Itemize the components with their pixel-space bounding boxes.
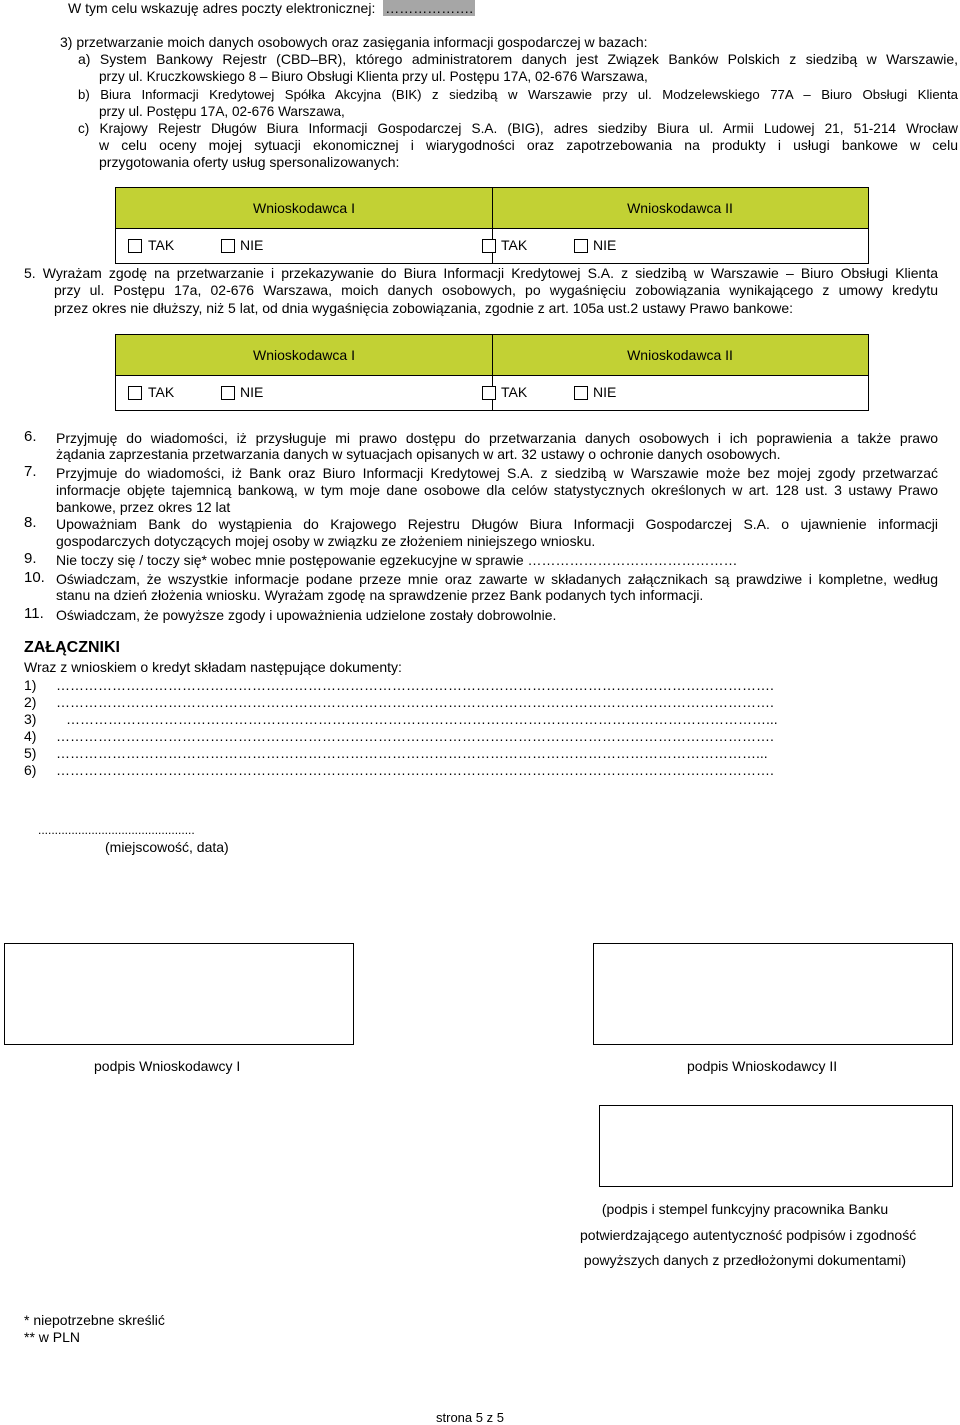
applicant-2-no-checkbox[interactable] <box>574 239 588 253</box>
attachments-title: ZAŁĄCZNIKI <box>24 639 120 656</box>
applicant-1-header: Wnioskodawca I <box>253 200 355 216</box>
email-field[interactable] <box>383 0 475 16</box>
applicant-2-yes-checkbox[interactable] <box>482 239 496 253</box>
item3-line-5: przy ul. Postępu 17A, 02-676 Warszawa, <box>99 104 345 119</box>
applicant-1-yes-label: TAK <box>148 237 175 253</box>
applicant-2-yes-checkbox[interactable] <box>482 386 496 400</box>
applicant-2-signature-box[interactable] <box>593 943 953 1045</box>
applicant-2-yes-label: TAK <box>501 237 528 253</box>
bank-signature-label-1: (podpis i stempel funkcyjny pracownika Banku <box>601 1201 889 1217</box>
consent-table-2 <box>115 334 869 411</box>
attachment-number: 1) <box>24 677 37 693</box>
applicant-1-header: Wnioskodawca I <box>253 347 355 363</box>
item3-line-1: 3) przetwarzanie moich danych osobowych oraz zasięgania informacji gospodarczej w bazach: <box>60 34 648 50</box>
item5-line-2: przy ul. Postępu 17a, 02-676 Warszawa, moich danych osobowych, po wygaśnięciu zobowiązania wynikającego z umowy kredytu <box>54 282 938 298</box>
applicant-1-yes-checkbox[interactable] <box>128 386 142 400</box>
item3-line-3: przy ul. Kruczkowskiego 8 – Biuro Obsługi Klienta przy ul. Postępu 17A, 02-676 Warszawa, <box>99 69 648 84</box>
statement-number: 7. <box>24 463 37 480</box>
statement-number: 6. <box>24 428 37 445</box>
statement-number: 10. <box>24 569 45 586</box>
statement-line: stanu na dzień złożenia wniosku. Wyrażam zgodę na sprawdzenie przez Bank podanych tych informacji. <box>56 587 704 603</box>
footnote-2: ** w PLN <box>24 1329 81 1345</box>
applicant-2-signature-label: podpis Wnioskodawcy II <box>687 1058 838 1074</box>
item3-line-8: przygotowania oferty usług spersonalizowanych: <box>99 154 400 170</box>
statement-number: 8. <box>24 514 37 531</box>
applicant-1-yes-label: TAK <box>148 384 175 400</box>
bank-employee-signature-box[interactable] <box>599 1105 953 1187</box>
attachment-field[interactable]: ……………………………………………………………………………………………………………………………………... <box>66 711 778 727</box>
attachment-field[interactable]: ………………………………………………………………………………………………………………………………………. <box>56 694 774 710</box>
applicant-2-header: Wnioskodawca II <box>627 347 733 363</box>
attachment-number: 5) <box>24 745 37 761</box>
attachment-number: 3) <box>24 711 37 727</box>
item3-line-2: a) System Bankowy Rejestr (CBD–BR), którego administratorem danych jest Związek Banków Polskich z siedzibą w Warszawie, <box>78 51 958 67</box>
consent-table-1 <box>115 187 869 264</box>
statement-line: Przyjmuję do wiadomości, iż przysługuje mi prawo dostępu do przetwarzania danych osobowych i ich poprawienia a także prawo <box>56 430 938 446</box>
statement-line: bankowe, przez okres 12 lat <box>56 499 231 515</box>
place-date-label: (miejscowość, data) <box>105 839 229 855</box>
applicant-1-no-checkbox[interactable] <box>221 239 235 253</box>
applicant-2-no-checkbox[interactable] <box>574 386 588 400</box>
statement-line: żądania zaprzestania przetwarzania danych w sytuacjach opisanych w art. 32 ustawy o ochronie danych osobowych. <box>56 446 781 462</box>
applicant-2-no-label: NIE <box>593 384 617 400</box>
statement-line: Przyjmuje do wiadomości, iż Bank oraz Biuro Informacji Kredytowej S.A. z siedzibą w Warszawie może bez mojej zgody przetwarzać <box>56 465 938 481</box>
item3-line-6: c) Krajowy Rejestr Długów Biura Informacji Gospodarczej S.A. (BIG), adres siedziby Biura ul. Armii Ludowej 21, 51-214 Wrocław <box>78 121 958 136</box>
statement-line: Oświadczam, że wszystkie informacje podane przeze mnie oraz zawarte w składanych załącznikach są prawdziwe i kompletne, według <box>56 571 938 587</box>
attachment-field[interactable]: ………………………………………………………………………………………………………………………………………. <box>56 728 774 744</box>
page-number: strona 5 z 5 <box>436 1410 504 1425</box>
applicant-1-no-label: NIE <box>240 237 264 253</box>
statement-line: Nie toczy się / toczy się* wobec mnie postępowanie egzekucyjne w sprawie ……………………………………… <box>56 552 738 568</box>
applicant-1-signature-box[interactable] <box>4 943 354 1045</box>
bank-signature-label-3: powyższych danych z przedłożonymi dokumentami) <box>583 1252 907 1268</box>
statement-number: 11. <box>24 605 44 622</box>
applicant-2-yes-label: TAK <box>501 384 528 400</box>
applicant-2-no-label: NIE <box>593 237 617 253</box>
applicant-1-no-label: NIE <box>240 384 264 400</box>
item5-line-1: 5. Wyrażam zgodę na przetwarzanie i przekazywanie do Biura Informacji Kredytowej S.A. z siedzibą w Warszawie – Biuro Obsługi Klienta <box>24 265 938 281</box>
attachments-intro: Wraz z wnioskiem o kredyt składam następujące dokumenty: <box>24 659 402 675</box>
statement-line: gospodarczych dotyczących mojej osoby w związku ze złożeniem niniejszego wniosku. <box>56 533 596 549</box>
applicant-1-yes-checkbox[interactable] <box>128 239 142 253</box>
attachment-number: 4) <box>24 728 37 744</box>
email-label: W tym celu wskazuję adres poczty elektronicznej: <box>68 0 376 16</box>
attachment-field[interactable]: ……………………………………………………………………………………………………………………………………... <box>56 745 768 761</box>
email-dots: ………………. <box>385 0 474 16</box>
applicant-1-signature-label: podpis Wnioskodawcy I <box>94 1058 241 1074</box>
email-line <box>68 0 475 17</box>
attachment-number: 6) <box>24 762 37 778</box>
applicant-2-header: Wnioskodawca II <box>627 200 733 216</box>
applicant-1-no-checkbox[interactable] <box>221 386 235 400</box>
attachment-field[interactable]: ………………………………………………………………………………………………………………………………………. <box>56 677 774 693</box>
attachment-field[interactable]: ………………………………………………………………………………………………………………………………………. <box>56 762 774 778</box>
attachment-number: 2) <box>24 694 37 710</box>
bank-signature-label-2: potwierdzającego autentyczność podpisów i zgodność <box>580 1227 917 1243</box>
statement-line: Upoważniam Bank do wystąpienia do Krajowego Rejestru Długów Biura Informacji Gospodarczej S.A. o ujawnienie informacji <box>56 516 938 532</box>
item3-line-4: b) Biura Informacji Kredytowej Spółka Akcyjna (BIK) z siedzibą w Warszawie przy ul. Modzelewskiego 77A – Biuro Obsługi Klienta <box>78 87 958 102</box>
item3-line-7: w celu oceny mojej sytuacji ekonomicznej i wiarygodności oraz zapotrzebowania na produkty i usługi bankowe w celu <box>99 137 958 153</box>
item5-line-3: przez okres nie dłuższy, niż 5 lat, od dnia wygaśnięcia zobowiązania, zgodnie z art. 105a ust.2 ustawy Prawo bankowe: <box>54 300 794 316</box>
footnote-1: * niepotrzebne skreślić <box>24 1312 165 1328</box>
statement-line: Oświadczam, że powyższe zgody i upoważnienia udzielone zostały dobrowolnie. <box>56 607 557 623</box>
place-date-field[interactable]: ............................................... <box>38 823 195 837</box>
statement-line: informacje objęte tajemnicą bankową, w tym moje dane osobowe dla celów statystycznych określonych w art. 128 ust. 3 ustawy Prawo <box>56 482 938 498</box>
statement-number: 9. <box>24 550 37 567</box>
